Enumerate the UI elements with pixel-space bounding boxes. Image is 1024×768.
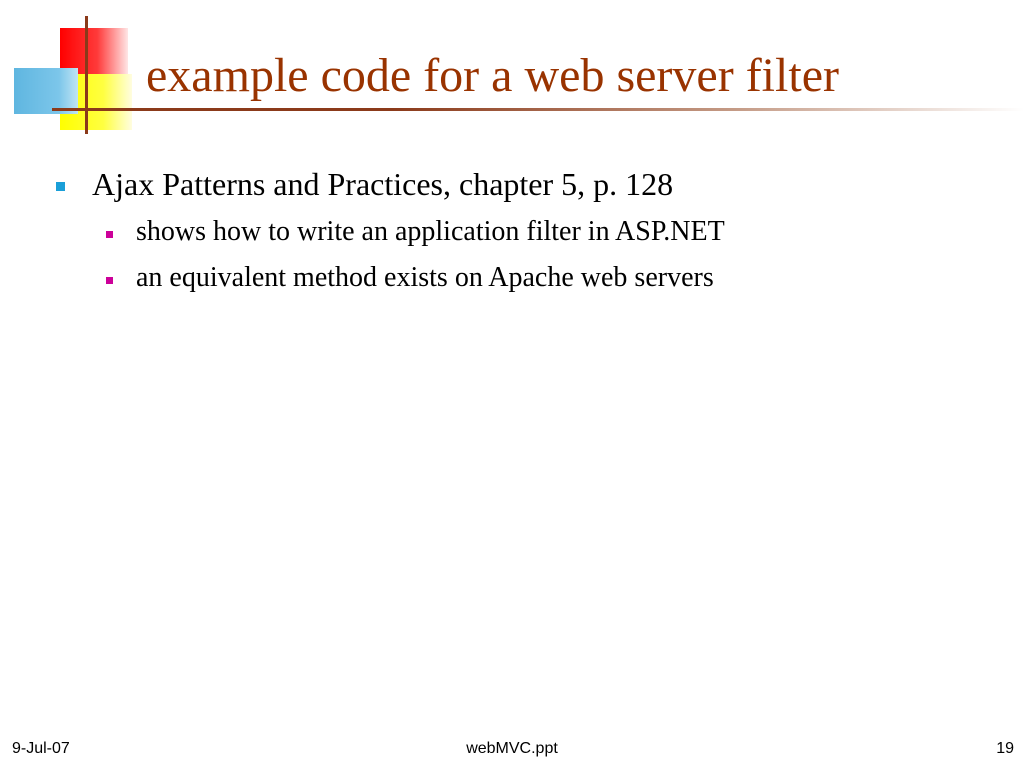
bullet-level1-item	[56, 164, 996, 204]
slide-title: example code for a web server filter	[146, 49, 839, 102]
square-bullet-icon	[56, 182, 65, 191]
bullet-level2-text: shows how to write an application filter in ASP.NET	[136, 216, 725, 247]
bullet-level2-item	[106, 260, 996, 296]
vertical-rule-decoration	[85, 16, 88, 134]
bullet-level2-item	[106, 214, 996, 250]
slide-body	[56, 164, 996, 296]
square-bullet-icon	[106, 277, 113, 284]
slide-logo-decoration	[0, 0, 160, 140]
footer-page-number: 19	[996, 740, 1014, 757]
square-bullet-icon	[106, 231, 113, 238]
bullet-level2-text: an equivalent method exists on Apache web servers	[136, 262, 714, 293]
footer-date: 9-Jul-07	[12, 740, 70, 757]
title-underline-rule	[52, 108, 1024, 111]
bullet-level1-text: Ajax Patterns and Practices, chapter 5, p. 128	[92, 166, 674, 202]
footer-filename: webMVC.ppt	[466, 740, 558, 757]
